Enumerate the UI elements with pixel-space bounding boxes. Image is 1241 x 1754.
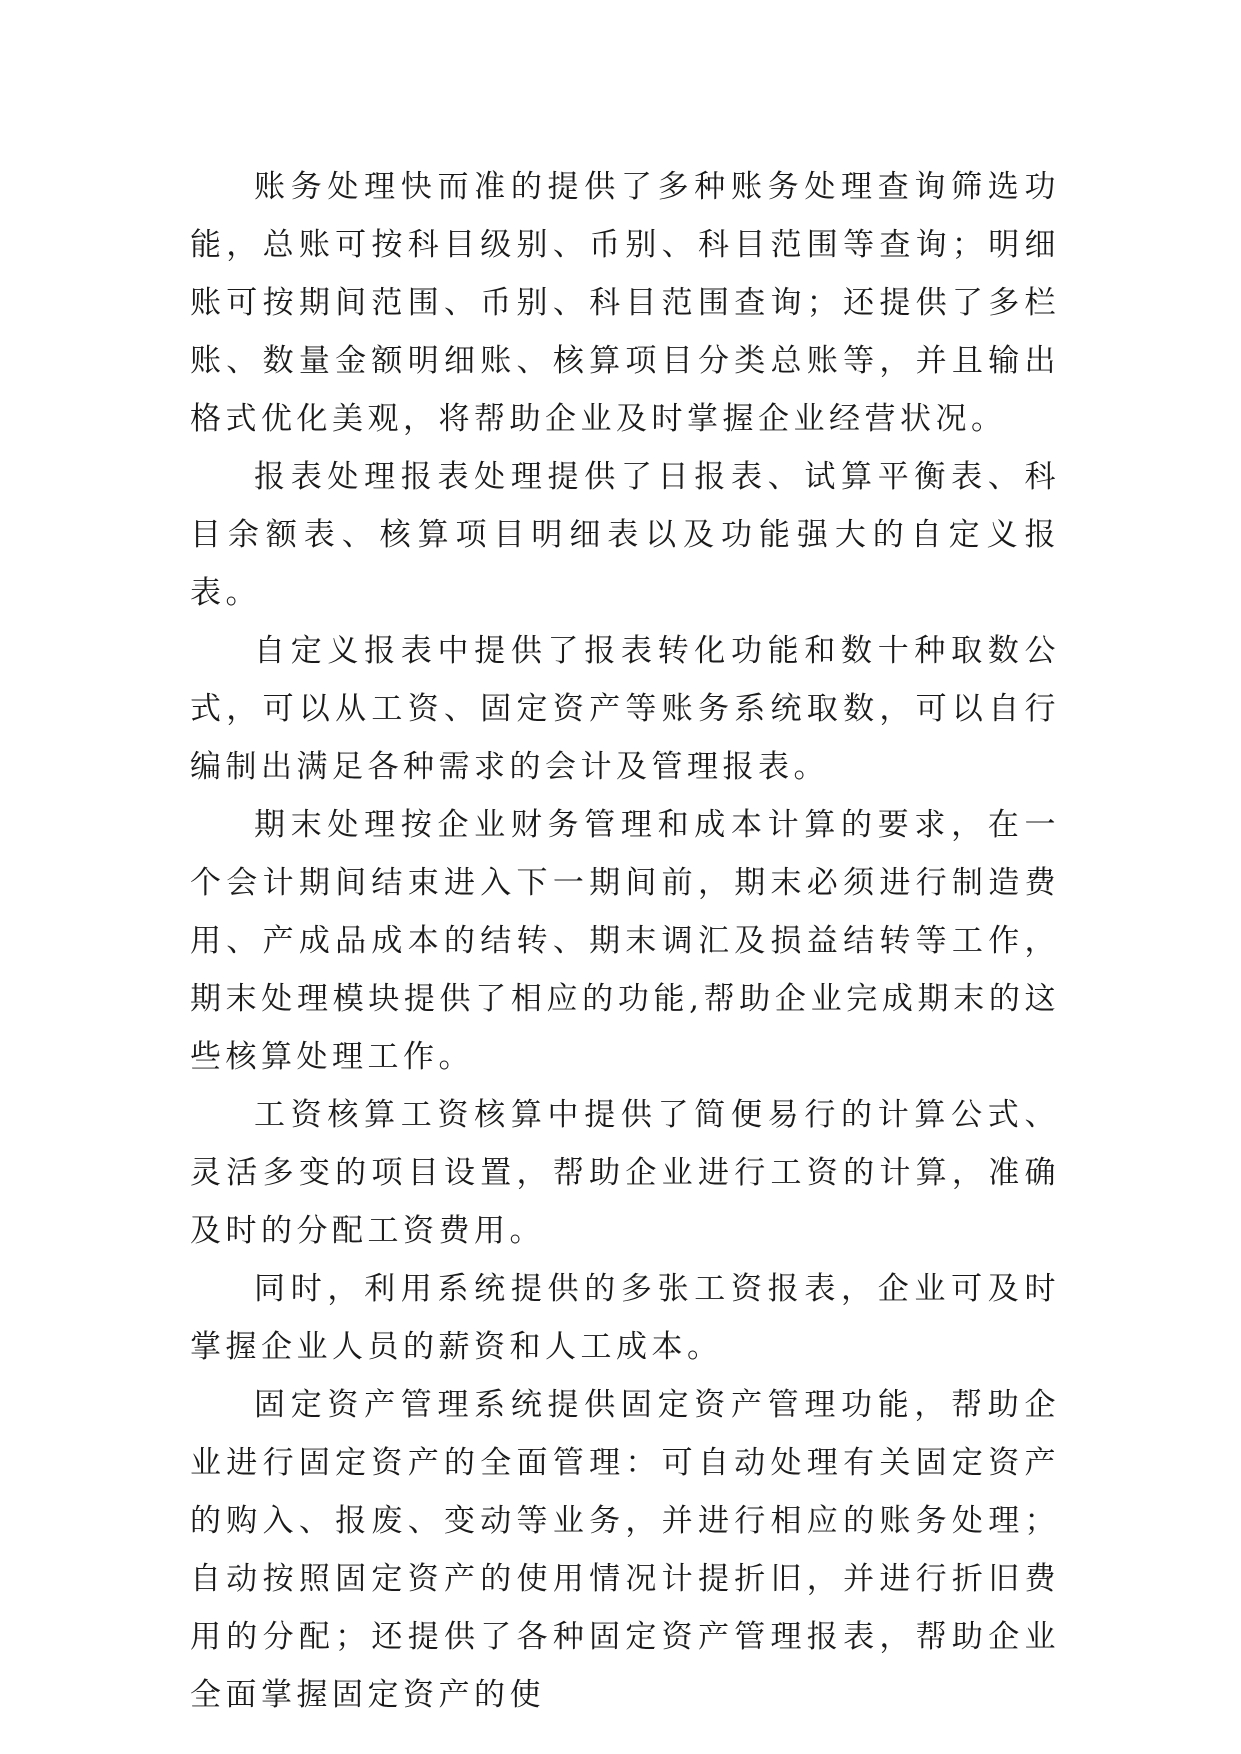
paragraph-custom-reports: 自定义报表中提供了报表转化功能和数十种取数公式，可以从工资、固定资产等账务系统取数，可以自行编制出满足各种需求的会计及管理报表。 xyxy=(190,633,1060,785)
paragraph-report-processing: 报表处理报表处理提供了日报表、试算平衡表、科目余额表、核算项目明细表以及功能强大的自定义报表。 xyxy=(190,459,1060,611)
paragraph-fixed-assets: 固定资产管理系统提供固定资产管理功能，帮助企业进行固定资产的全面管理：可自动处理有关固定资产的购入、报废、变动等业务，并进行相应的账务处理；自动按照固定资产的使用情况计提折旧，并进行折旧费用的分配；还提供了各种固定资产管理报表，帮助企业全面掌握固定资产的使 xyxy=(190,1387,1060,1713)
paragraph-payroll-reports: 同时，利用系统提供的多张工资报表，企业可及时掌握企业人员的薪资和人工成本。 xyxy=(190,1271,1060,1365)
paragraph-accounting-processing: 账务处理快而准的提供了多种账务处理查询筛选功能，总账可按科目级别、币别、科目范围等查询；明细账可按期间范围、币别、科目范围查询；还提供了多栏账、数量金额明细账、核算项目分类总账等，并且输出格式优化美观，将帮助企业及时掌握企业经营状况。 xyxy=(190,169,1060,437)
document-body xyxy=(190,158,1060,1724)
paragraph-period-end-processing: 期末处理按企业财务管理和成本计算的要求，在一个会计期间结束进入下一期间前，期末必须进行制造费用、产成品成本的结转、期末调汇及损益结转等工作，期末处理模块提供了相应的功能,帮助企业完成期末的这些核算处理工作。 xyxy=(190,807,1060,1075)
paragraph-payroll-accounting: 工资核算工资核算中提供了简便易行的计算公式、灵活多变的项目设置，帮助企业进行工资的计算，准确及时的分配工资费用。 xyxy=(190,1097,1060,1249)
